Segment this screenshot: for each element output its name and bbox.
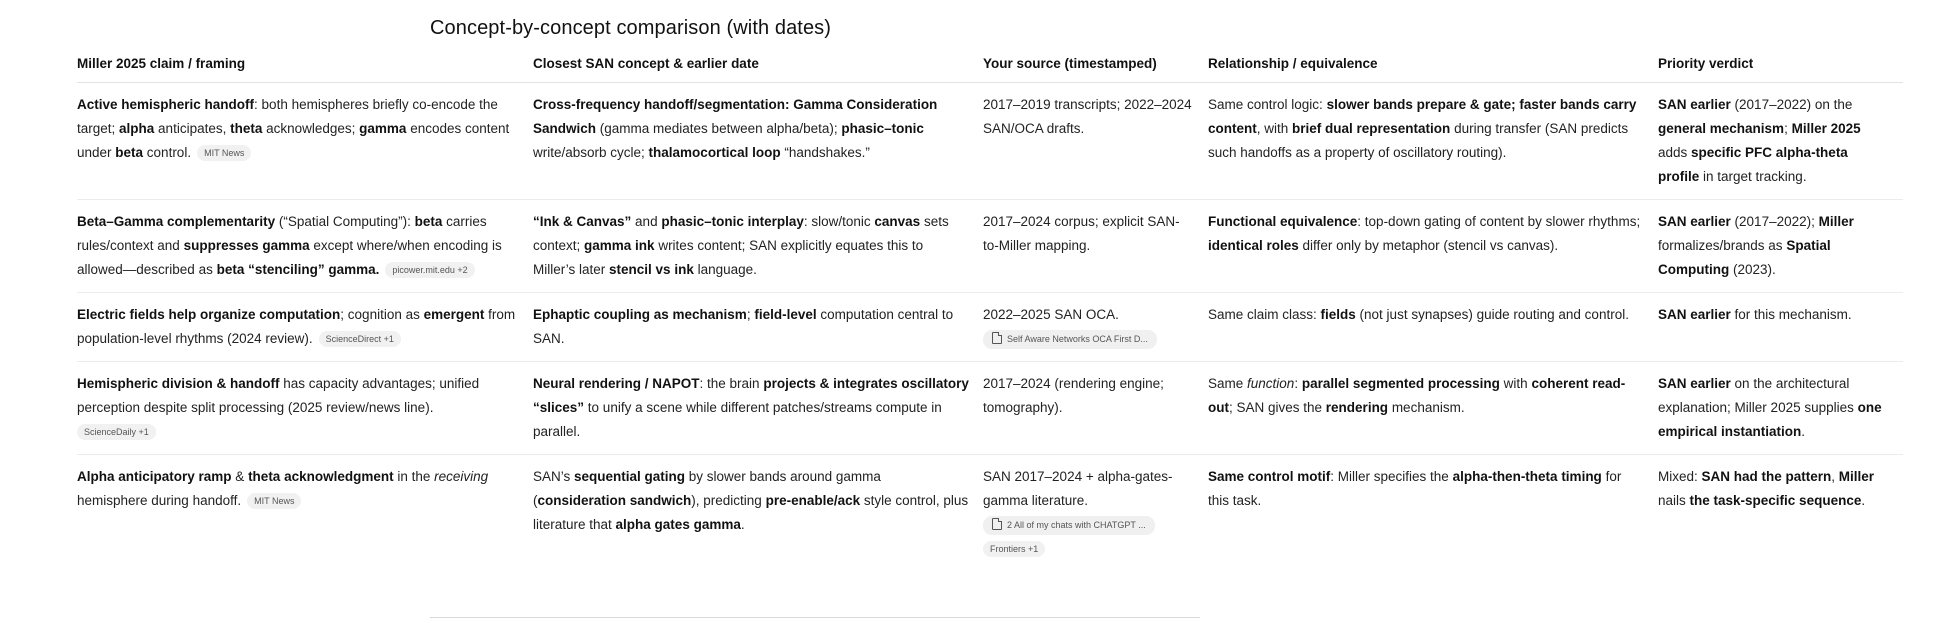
citation-chip[interactable]: picower.mit.edu +2	[385, 262, 474, 278]
cell-source: 2022–2025 SAN OCA. Self Aware Networks OCA First D...	[983, 293, 1208, 362]
cell-san-concept: Ephaptic coupling as mechanism; field-level computation central to SAN.	[533, 293, 983, 362]
cell-san-concept: SAN’s sequential gating by slower bands around gamma (consideration sandwich), predicting pre-enable/ack style control, plus literature that alpha gates gamma.	[533, 469, 969, 532]
bottom-divider	[430, 617, 1200, 618]
cell-source: 2017–2024 corpus; explicit SAN-to-Miller mapping.	[983, 200, 1208, 293]
source-doc-chip[interactable]: Self Aware Networks OCA First D...	[983, 330, 1157, 349]
cell-relationship: Same claim class: fields (not just synapses) guide routing and control.	[1208, 293, 1658, 362]
cell-relationship: Functional equivalence: top-down gating of content by slower rhythms; identical roles differ only by metaphor (stencil vs canvas).	[1208, 200, 1658, 293]
citation-chip[interactable]: ScienceDirect +1	[319, 331, 401, 347]
citation-chip[interactable]: Frontiers +1	[983, 541, 1045, 557]
table-row	[77, 455, 1903, 572]
citation-chip[interactable]: MIT News	[197, 145, 251, 161]
table-row	[77, 293, 1903, 362]
cell-relationship: Same control logic: slower bands prepare & gate; faster bands carry content, with brief dual representation during transfer (SAN predicts such handoffs as a property of oscillatory routing).	[1208, 83, 1658, 200]
cell-miller-claim: Alpha anticipatory ramp & theta acknowledgment in the receiving hemisphere during handoff. MIT News	[77, 469, 489, 508]
table-body	[77, 83, 1903, 572]
document-icon	[992, 518, 1002, 530]
table-row	[77, 83, 1903, 200]
header-verdict: Priority verdict	[1658, 52, 1903, 83]
citation-chip[interactable]: MIT News	[247, 493, 301, 509]
table-header-row	[77, 52, 1903, 83]
cell-verdict: SAN earlier (2017–2022) on the general mechanism; Miller 2025 adds specific PFC alpha-theta profile in target tracking.	[1658, 83, 1903, 200]
cell-san-concept: Neural rendering / NAPOT: the brain projects & integrates oscillatory “slices” to unify a scene while different patches/streams compute in parallel.	[533, 362, 983, 455]
cell-miller-claim: Beta–Gamma complementarity (“Spatial Computing”): beta carries rules/context and suppresses gamma except where/when encoding is allowed—described as beta “stenciling” gamma. picower.mit.edu +2	[77, 200, 533, 293]
cell-relationship: Same control motif: Miller specifies the alpha-then-theta timing for this task.	[1208, 469, 1622, 508]
source-doc-chip[interactable]: 2 All of my chats with CHATGPT ...	[983, 516, 1155, 535]
cell-source: 2017–2024 (rendering engine; tomography).	[983, 362, 1208, 455]
cell-miller-claim: Hemispheric division & handoff has capacity advantages; unified perception despite split processing (2025 review/news line). ScienceDaily +1	[77, 362, 533, 455]
header-relationship: Relationship / equivalence	[1208, 52, 1658, 83]
cell-miller-claim: Active hemispheric handoff: both hemispheres briefly co-encode the target; alpha anticipates, theta acknowledges; gamma encodes content under beta control. MIT News	[77, 83, 533, 200]
cell-miller-claim: Electric fields help organize computation; cognition as emergent from population-level rhythms (2024 review). ScienceDirect +1	[77, 293, 533, 362]
citation-chip[interactable]: ScienceDaily +1	[77, 424, 156, 440]
table-row	[77, 362, 1903, 455]
document-icon	[992, 332, 1002, 344]
cell-source: SAN 2017–2024 + alpha-gates-gamma literature. 2 All of my chats with CHATGPT ... Frontiers +1	[983, 455, 1208, 572]
table-row	[77, 200, 1903, 293]
cell-verdict: Mixed: SAN had the pattern, Miller nails the task-specific sequence.	[1658, 469, 1875, 508]
cell-verdict: SAN earlier (2017–2022); Miller formalizes/brands as Spatial Computing (2023).	[1658, 200, 1903, 293]
comparison-table	[77, 52, 1903, 571]
header-source: Your source (timestamped)	[983, 52, 1208, 83]
header-miller-claim: Miller 2025 claim / framing	[77, 52, 533, 83]
cell-source: 2017–2019 transcripts; 2022–2024 SAN/OCA drafts.	[983, 83, 1208, 200]
cell-san-concept: Cross-frequency handoff/segmentation: Gamma Consideration Sandwich (gamma mediates between alpha/beta); phasic–tonic write/absorb cycle; thalamocortical loop “handshakes.”	[533, 83, 983, 200]
cell-verdict: SAN earlier on the architectural explanation; Miller 2025 supplies one empirical instantiation.	[1658, 362, 1903, 455]
header-san-concept: Closest SAN concept & earlier date	[533, 52, 983, 83]
cell-san-concept: “Ink & Canvas” and phasic–tonic interplay: slow/tonic canvas sets context; gamma ink writes content; SAN explicitly equates this to Miller’s later stencil vs ink language.	[533, 200, 983, 293]
page-title: Concept-by-concept comparison (with dates)	[430, 17, 832, 39]
cell-verdict: SAN earlier for this mechanism.	[1658, 293, 1903, 362]
cell-relationship: Same function: parallel segmented processing with coherent read-out; SAN gives the rendering mechanism.	[1208, 362, 1658, 455]
